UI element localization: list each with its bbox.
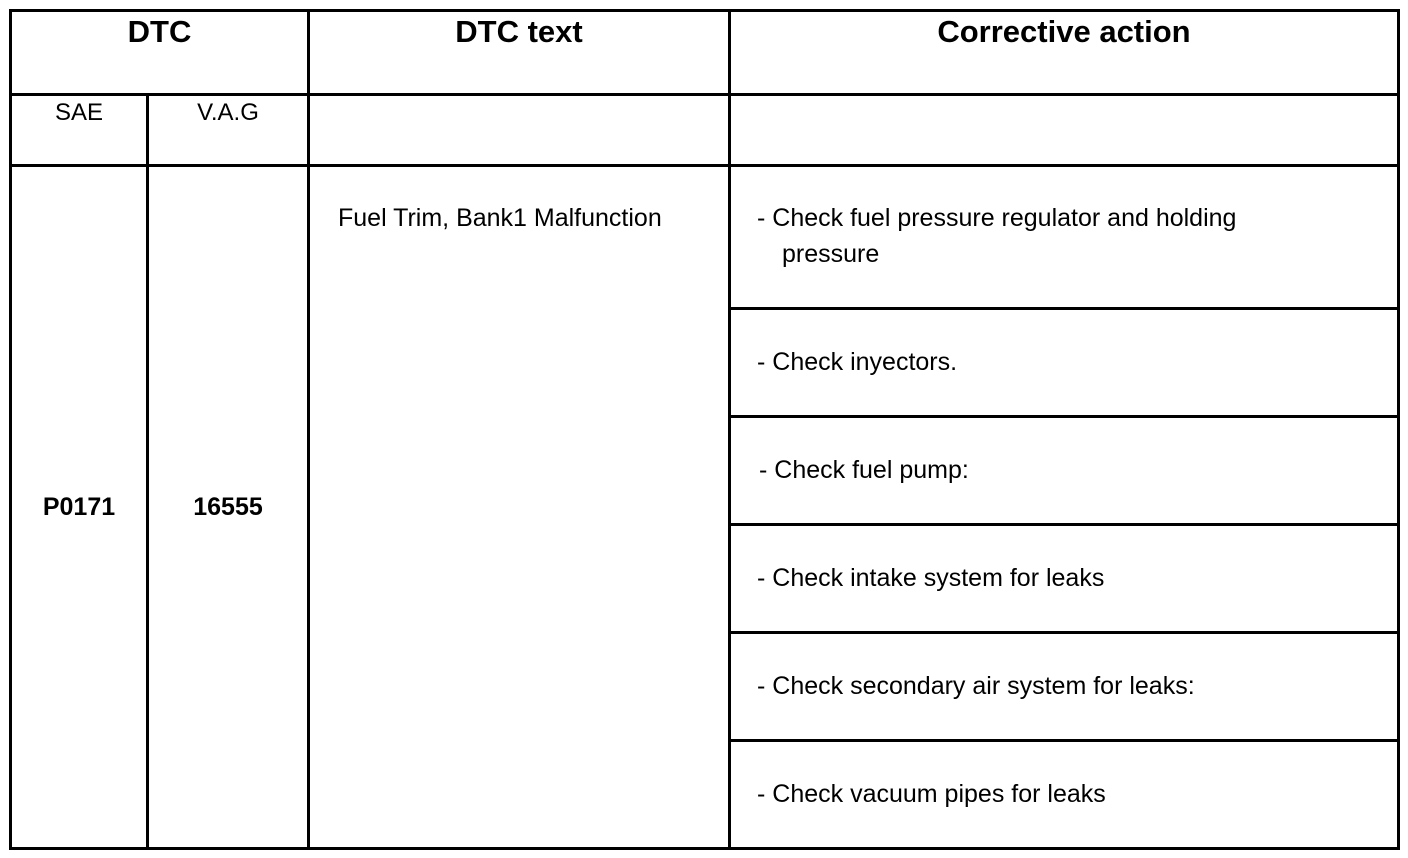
subheader-sae: SAE — [54, 99, 104, 126]
table-border-left — [9, 9, 12, 850]
action-injectors: - Check inyectors. — [757, 348, 958, 376]
table-border-right — [1397, 9, 1400, 850]
dtc-description: Fuel Trim, Bank1 Malfunction — [338, 204, 662, 232]
action-secondary-air-leaks: - Check secondary air system for leaks: — [757, 672, 1195, 700]
subheader-vag: V.A.G — [197, 99, 259, 126]
header-corrective-action: Corrective action — [937, 14, 1191, 49]
action-divider-2 — [729, 415, 1400, 418]
action-fuel-pressure-regulator-cont: pressure — [782, 240, 880, 268]
sae-vag-divider — [146, 93, 149, 850]
header-dtc-text: DTC text — [455, 14, 583, 49]
action-divider-1 — [729, 307, 1400, 310]
action-intake-leaks: - Check intake system for leaks — [757, 564, 1105, 592]
table-border-bottom — [9, 847, 1400, 850]
action-vacuum-pipes-leaks: - Check vacuum pipes for leaks — [757, 780, 1106, 808]
action-fuel-pressure-regulator: - Check fuel pressure regulator and holding — [757, 204, 1237, 232]
vag-code: 16555 — [193, 493, 263, 521]
subheader-divider — [9, 164, 1400, 167]
action-divider-3 — [729, 523, 1400, 526]
action-divider-5 — [729, 739, 1400, 742]
sae-code: P0171 — [42, 493, 116, 521]
header-dtc: DTC — [127, 14, 192, 49]
dtc-text-divider — [307, 9, 310, 850]
action-fuel-pump: - Check fuel pump: — [759, 456, 969, 484]
corrective-action-divider — [728, 9, 731, 850]
action-divider-4 — [729, 631, 1400, 634]
